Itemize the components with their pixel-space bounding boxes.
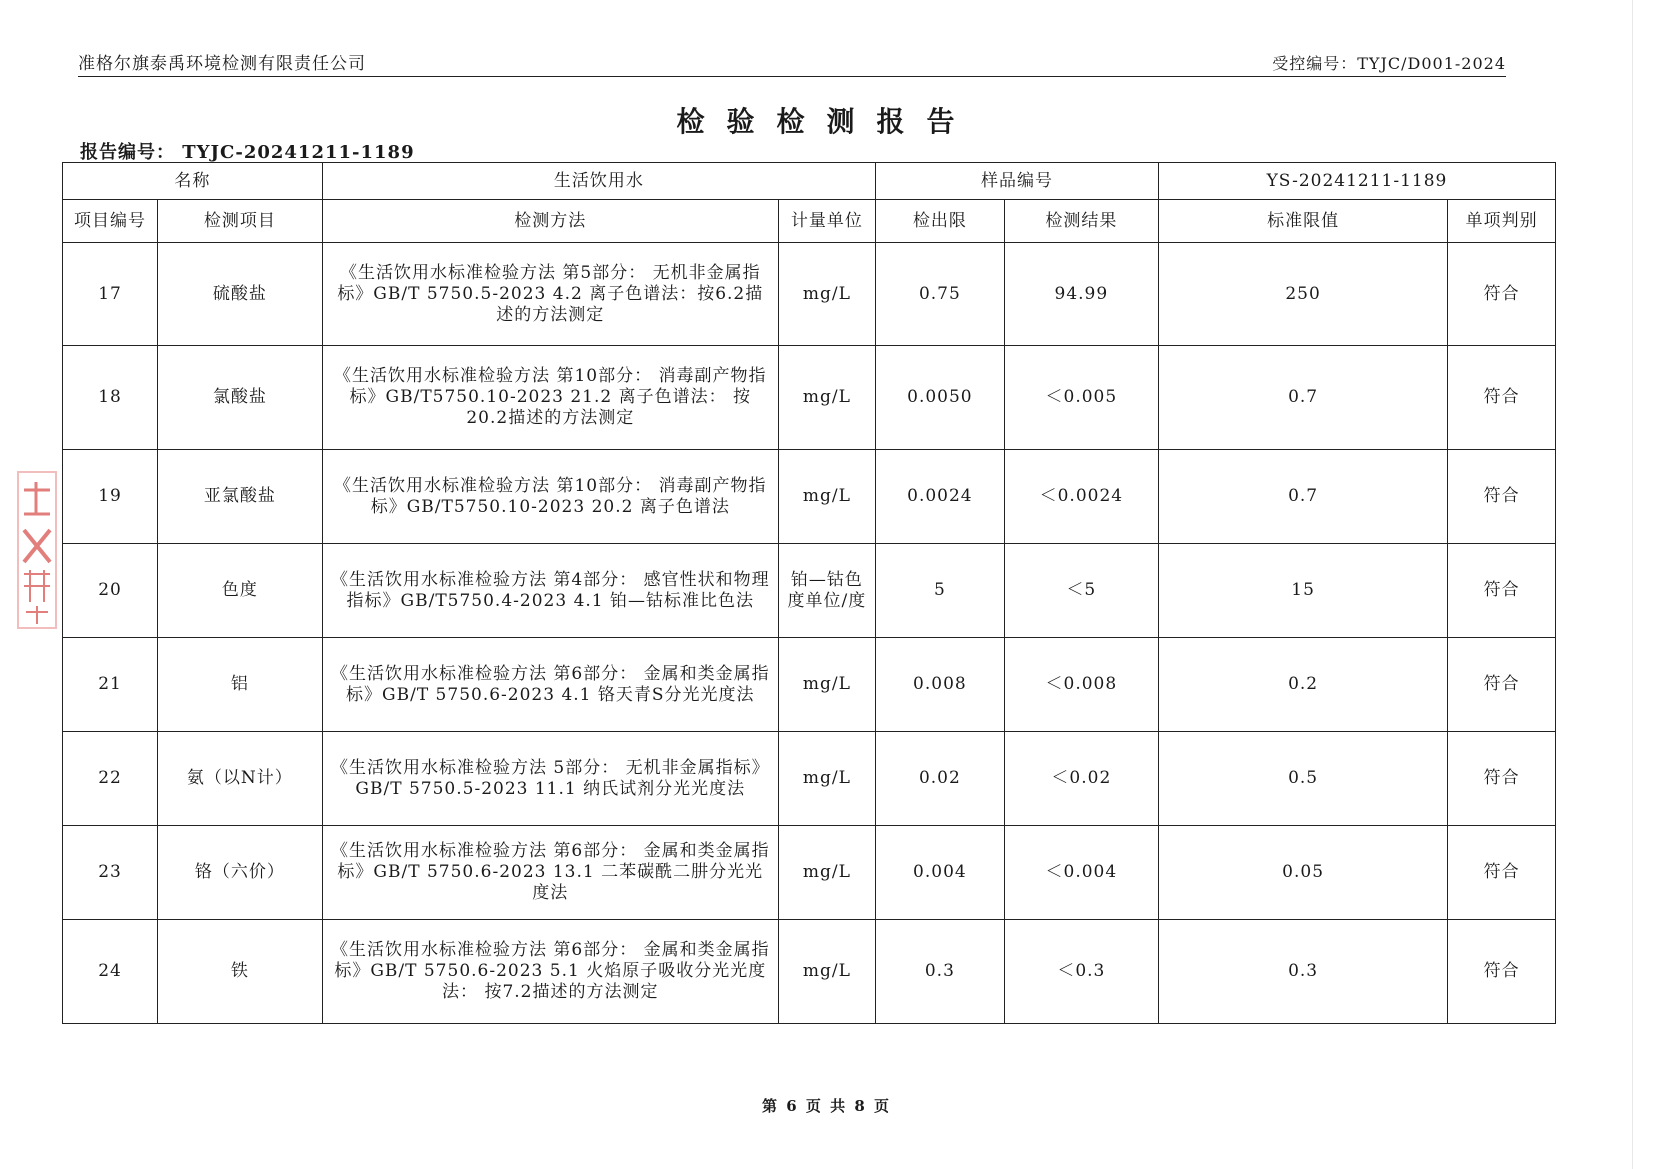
cell-item: 硫酸盐 [158,243,323,346]
cell-result: ＜0.3 [1004,920,1158,1024]
page-header [78,54,1506,77]
cell-limit: 0.008 [875,638,1004,732]
company-name: 准格尔旗泰禹环境检测有限责任公司 [78,54,366,74]
sample-name-value: 生活饮用水 [322,163,875,200]
cell-unit: mg/L [778,920,875,1024]
sample-info-row [63,163,1556,200]
cell-method: 《生活饮用水标准检验方法 第6部分： 金属和类金属指标》GB/T 5750.6-2023 5.1 火焰原子吸收分光光度法： 按7.2描述的方法测定 [322,920,778,1024]
report-title: 检验检测报告 [676,105,977,138]
cell-no: 17 [63,243,158,346]
cell-limit: 0.004 [875,826,1004,920]
cell-limit: 0.0024 [875,450,1004,544]
control-number: 受控编号：TYJC/D001-2024 [1272,54,1506,73]
col-result: 检测结果 [1004,200,1158,243]
table-row [63,544,1556,638]
cell-standard: 0.7 [1158,450,1447,544]
cell-unit: mg/L [778,732,875,826]
sample-no-label: 样品编号 [875,163,1158,200]
col-judge: 单项判别 [1448,200,1556,243]
col-method: 检测方法 [322,200,778,243]
cell-item: 铬（六价） [158,826,323,920]
col-item: 检测项目 [158,200,323,243]
cell-no: 24 [63,920,158,1024]
table-row [63,450,1556,544]
cell-unit: mg/L [778,243,875,346]
cell-result: ＜0.02 [1004,732,1158,826]
table-row [63,346,1556,450]
page-footer: 第 6 页 共 8 页 [762,1097,891,1115]
cell-unit: mg/L [778,346,875,450]
cell-judge: 符合 [1448,638,1556,732]
cell-no: 19 [63,450,158,544]
cell-result: ＜0.004 [1004,826,1158,920]
cell-item: 氨（以N计） [158,732,323,826]
cell-unit: mg/L [778,826,875,920]
cell-judge: 符合 [1448,544,1556,638]
cell-limit: 0.75 [875,243,1004,346]
cell-standard: 15 [1158,544,1447,638]
seal-stamp [16,470,58,630]
cell-judge: 符合 [1448,826,1556,920]
cell-item: 色度 [158,544,323,638]
cell-limit: 0.3 [875,920,1004,1024]
table-row [63,826,1556,920]
cell-limit: 0.02 [875,732,1004,826]
cell-standard: 250 [1158,243,1447,346]
cell-judge: 符合 [1448,920,1556,1024]
table-row [63,920,1556,1024]
cell-judge: 符合 [1448,450,1556,544]
col-standard: 标准限值 [1158,200,1447,243]
cell-method: 《生活饮用水标准检验方法 第6部分： 金属和类金属指标》GB/T 5750.6-2023 13.1 二苯碳酰二肼分光光度法 [322,826,778,920]
cell-limit: 5 [875,544,1004,638]
report-number: 报告编号： TYJC-20241211-1189 [80,142,415,163]
col-item-no: 项目编号 [63,200,158,243]
cell-method: 《生活饮用水标准检验方法 5部分： 无机非金属指标》GB/T 5750.5-2023 11.1 纳氏试剂分光光度法 [322,732,778,826]
column-header-row [63,200,1556,243]
cell-no: 21 [63,638,158,732]
cell-no: 20 [63,544,158,638]
cell-judge: 符合 [1448,732,1556,826]
cell-standard: 0.7 [1158,346,1447,450]
cell-standard: 0.2 [1158,638,1447,732]
results-table [62,162,1556,1024]
cell-method: 《生活饮用水标准检验方法 第10部分： 消毒副产物指标》GB/T5750.10-2023 21.2 离子色谱法： 按20.2描述的方法测定 [322,346,778,450]
cell-method: 《生活饮用水标准检验方法 第6部分： 金属和类金属指标》GB/T 5750.6-2023 4.1 铬天青S分光光度法 [322,638,778,732]
cell-unit: mg/L [778,638,875,732]
cell-item: 亚氯酸盐 [158,450,323,544]
cell-no: 23 [63,826,158,920]
scan-edge-line [1632,0,1633,1169]
cell-limit: 0.0050 [875,346,1004,450]
cell-unit: 铂—钴色度单位/度 [778,544,875,638]
table-row [63,243,1556,346]
cell-unit: mg/L [778,450,875,544]
col-limit: 检出限 [875,200,1004,243]
sample-name-label: 名称 [63,163,323,200]
cell-method: 《生活饮用水标准检验方法 第4部分： 感官性状和物理指标》GB/T5750.4-2023 4.1 铂—钴标准比色法 [322,544,778,638]
cell-result: ＜0.0024 [1004,450,1158,544]
cell-judge: 符合 [1448,243,1556,346]
cell-result: ＜0.005 [1004,346,1158,450]
col-unit: 计量单位 [778,200,875,243]
table-row [63,638,1556,732]
cell-standard: 0.5 [1158,732,1447,826]
table-row [63,732,1556,826]
sample-no-value: YS-20241211-1189 [1158,163,1555,200]
cell-standard: 0.05 [1158,826,1447,920]
cell-no: 22 [63,732,158,826]
cell-item: 铁 [158,920,323,1024]
cell-judge: 符合 [1448,346,1556,450]
cell-item: 氯酸盐 [158,346,323,450]
cell-method: 《生活饮用水标准检验方法 第5部分： 无机非金属指标》GB/T 5750.5-2023 4.2 离子色谱法：按6.2描述的方法测定 [322,243,778,346]
cell-item: 铝 [158,638,323,732]
cell-method: 《生活饮用水标准检验方法 第10部分： 消毒副产物指标》GB/T5750.10-2023 20.2 离子色谱法 [322,450,778,544]
cell-result: 94.99 [1004,243,1158,346]
cell-no: 18 [63,346,158,450]
cell-result: ＜5 [1004,544,1158,638]
cell-result: ＜0.008 [1004,638,1158,732]
cell-standard: 0.3 [1158,920,1447,1024]
